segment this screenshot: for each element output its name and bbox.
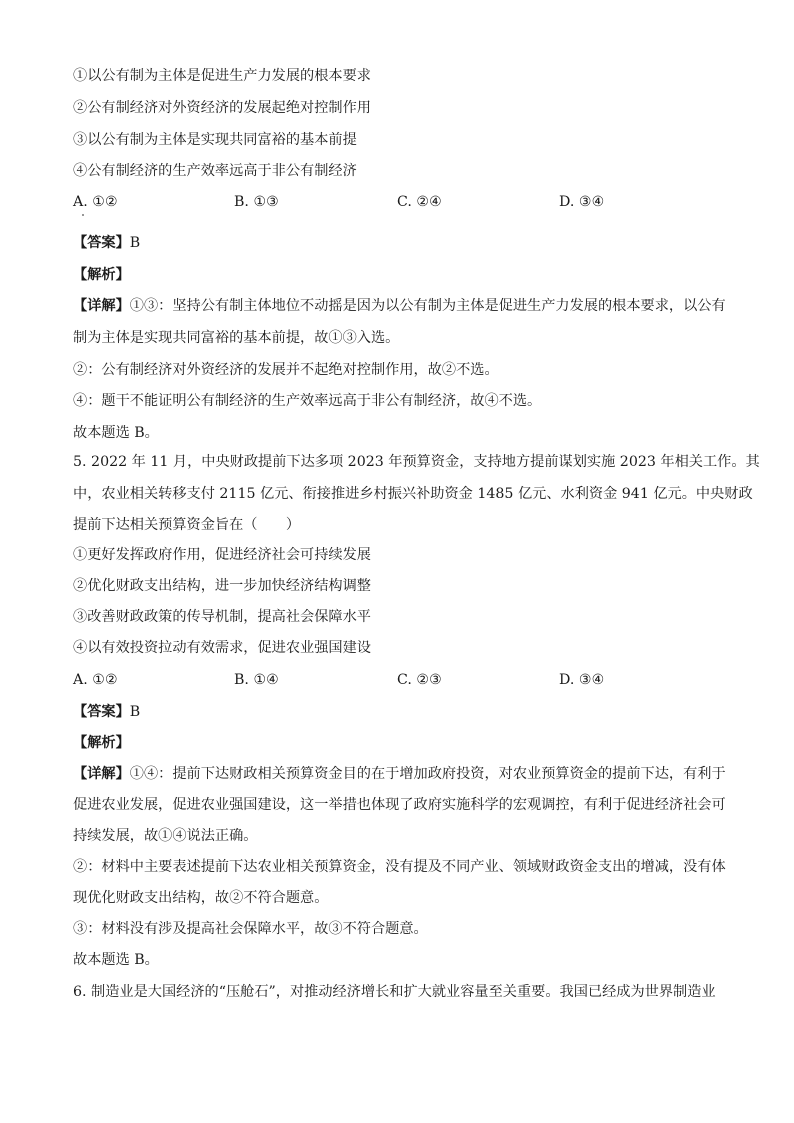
q4-detail-2: 制为主体是实现共同富裕的基本前提，故①③入选。 <box>73 330 400 346</box>
q4-statement-4: ④公有制经济的生产效率远高于非公有制经济 <box>73 163 357 179</box>
q4-answer-tag: 【答案】 <box>73 235 130 251</box>
q4-options <box>73 192 723 212</box>
q4-option-a: A. ①② <box>73 194 118 210</box>
q5-answer-value: B <box>129 704 141 720</box>
q5-statement-2: ②优化财政支出结构，进一步加快经济结构调整 <box>73 578 371 594</box>
q5-statement-1: ①更好发挥政府作用，促进经济社会可持续发展 <box>73 547 371 563</box>
q5-detail-5: 现优化财政支出结构，故②不符合题意。 <box>73 890 329 906</box>
q4-conclusion: 故本题选 B。 <box>73 425 159 441</box>
q5-statement-3: ③改善财政政策的传导机制，提高社会保障水平 <box>73 609 371 625</box>
q4-detail-4: ④：题干不能证明公有制经济的生产效率远高于非公有制经济，故④不选。 <box>73 393 542 409</box>
q4-option-c: C. ②④ <box>397 194 442 210</box>
q4-detail-tag: 【详解】 <box>73 298 130 314</box>
q5-answer <box>73 702 723 722</box>
q4-option-b: B. ①③ <box>234 194 279 210</box>
q5-option-a: A. ①② <box>73 672 118 688</box>
q5-conclusion: 故本题选 B。 <box>73 952 159 968</box>
q5-detail-text-1: ①④：提前下达财政相关预算资金目的在于增加政府投资，对农业预算资金的提前下达，有利于 <box>129 766 726 782</box>
q4-detail-text-1: ①③：坚持公有制主体地位不动摇是因为以公有制为主体是促进生产力发展的根本要求，以公有 <box>129 298 726 314</box>
q4-statement-3: ③以公有制为主体是实现共同富裕的基本前提 <box>73 132 357 148</box>
q5-answer-tag: 【答案】 <box>73 704 130 720</box>
q4-detail-1 <box>73 296 726 316</box>
q5-options <box>73 670 723 690</box>
q5-detail-6: ③：材料没有涉及提高社会保障水平，故③不符合题意。 <box>73 921 428 937</box>
q5-detail-tag: 【详解】 <box>73 766 130 782</box>
q4-option-d: D. ③④ <box>559 194 605 210</box>
q4-detail-3: ②：公有制经济对外资经济的发展并不起绝对控制作用，故②不选。 <box>73 362 499 378</box>
q4-analysis-label: 【解析】 <box>73 267 130 283</box>
q5-option-b: B. ①④ <box>234 672 279 688</box>
q5-option-c: C. ②③ <box>397 672 442 688</box>
q5-detail-2: 促进农业发展，促进农业强国建设，这一举措也体现了政府实施科学的宏观调控，有利于促进经济社会可 <box>73 797 726 813</box>
q4-answer <box>73 233 723 253</box>
q4-answer-value: B <box>129 235 141 251</box>
q5-option-d: D. ③④ <box>559 672 605 688</box>
q4-analysis-tag <box>73 265 723 285</box>
q5-detail-3: 持续发展，故①④说法正确。 <box>73 828 258 844</box>
q6-stem-1: 6. 制造业是大国经济的“压舱石”，对推动经济增长和扩大就业容量至关重要。我国已经成为世界制造业 <box>73 984 716 1000</box>
q5-analysis-tag <box>73 733 723 753</box>
q5-detail-4: ②：材料中主要表述提前下达农业相关预算资金，没有提及不同产业、领域财政资金支出的增减，没有体 <box>73 859 726 875</box>
q5-statement-4: ④以有效投资拉动有效需求，促进农业强国建设 <box>73 640 371 656</box>
q5-stem-3: 提前下达相关预算资金旨在（ ） <box>73 517 301 533</box>
scan-speck <box>82 214 84 216</box>
q5-stem-2: 中，农业相关转移支付 2115 亿元、衔接推进乡村振兴补助资金 1485 亿元、水利资金 941 亿元。中央财政 <box>73 486 753 502</box>
q5-detail-1 <box>73 764 726 784</box>
q5-stem-1: 5. 2022 年 11 月，中央财政提前下达多项 2023 年预算资金，支持地方提前谋划实施 2023 年相关工作。其 <box>73 454 760 470</box>
q4-statement-1: ①以公有制为主体是促进生产力发展的根本要求 <box>73 68 371 84</box>
q4-statement-2: ②公有制经济对外资经济的发展起绝对控制作用 <box>73 100 371 116</box>
q5-analysis-label: 【解析】 <box>73 735 130 751</box>
